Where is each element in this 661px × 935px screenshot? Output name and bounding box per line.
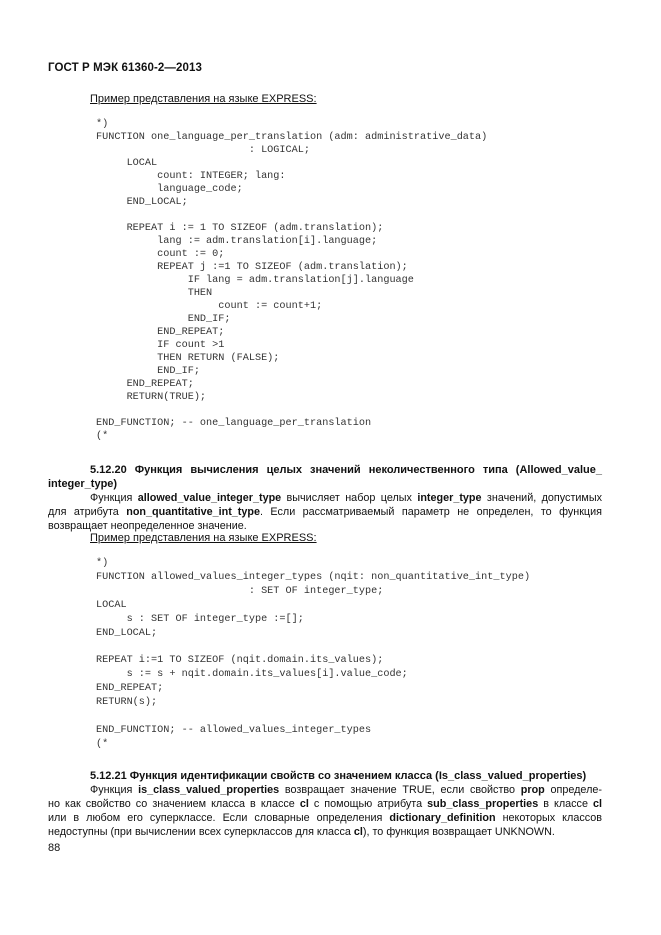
code-line: END_FUNCTION; -- one_language_per_translation [96,418,372,429]
section-5-12-20-paragraph-line1: Функция allowed_value_integer_type вычисляет набор целых integer_type значений, допустимых [90,492,603,504]
code-line: *) [96,558,109,569]
section-5-12-20-paragraph-line2: для атрибута non_quantitative_int_type. Если рассматриваемый параметр не определен, то функция [48,506,602,518]
code-line: (* [96,431,109,442]
code-line: FUNCTION allowed_values_integer_types (nqit: non_quantitative_int_type) [96,571,531,583]
section-title-5-12-21: 5.12.21 Функция идентификации свойств со значением класса (Is_class_valued_properties) [90,770,587,782]
code-line: END_REPEAT; [96,683,164,695]
code-line: : SET OF integer_type; [96,585,384,597]
code-line: count := 0; [96,249,225,260]
code-block-one-language-per-translation [96,118,487,443]
code-line: count: INTEGER; lang: [96,171,286,182]
code-line: END_IF; [96,366,200,377]
code-line: *) [96,119,109,130]
code-line: RETURN(s); [96,697,158,709]
page-number: 88 [48,842,61,854]
code-line: IF count >1 [96,340,225,351]
code-line: LOCAL [96,599,127,611]
code-line: s := s + nqit.domain.its_values[i].value_code; [96,669,408,681]
code-line: THEN [96,288,213,299]
code-line: REPEAT i := 1 TO SIZEOF (adm.translation); [96,223,384,234]
code-line: REPEAT i:=1 TO SIZEOF (nqit.domain.its_values); [96,655,384,667]
section-5-12-21-paragraph-line1: Функция is_class_valued_properties возвращает значение TRUE, если свойство prop определе- [90,784,602,796]
code-line: END_REPEAT; [96,327,225,338]
code-line: REPEAT j :=1 TO SIZEOF (adm.translation); [96,262,408,273]
code-line: END_IF; [96,314,231,325]
code-line: THEN RETURN (FALSE); [96,353,280,364]
code-line: RETURN(TRUE); [96,392,207,403]
section-5-12-20-paragraph-line3: возвращает неопределенное значение. [48,520,247,532]
section-title-5-12-20-line2: integer_type) [48,478,118,490]
code-line: IF lang = adm.translation[j].language [96,275,414,286]
example-label: Пример представления на языке EXPRESS: [90,532,317,544]
code-line: count := count+1; [96,301,323,312]
code-line: END_LOCAL; [96,197,188,208]
code-block-allowed-values-integer-types [96,557,530,752]
code-line: LOCAL [96,158,158,169]
section-5-12-21-paragraph-line2: но как свойство со значением класса в классе cl с помощью атрибута sub_class_properties в классе cl [48,798,602,810]
section-5-12-21-paragraph-line4: недоступны (при вычислении всех суперклассов для класса cl), то функция возвращает UNKNOWN. [48,826,555,838]
document-header: ГОСТ Р МЭК 61360-2—2013 [48,62,202,74]
code-line: s : SET OF integer_type :=[]; [96,613,304,625]
code-line: : LOGICAL; [96,145,310,156]
code-line: END_LOCAL; [96,627,158,639]
section-title-5-12-20-line1: 5.12.20 Функция вычисления целых значений неколичественного типа (Allowed_value_ [90,464,602,476]
code-line: END_FUNCTION; -- allowed_values_integer_types [96,724,372,736]
code-line: END_REPEAT; [96,379,194,390]
code-line: language_code; [96,184,243,195]
code-line: lang := adm.translation[i].language; [96,236,378,247]
code-line: (* [96,738,109,750]
code-line: FUNCTION one_language_per_translation (adm: administrative_data) [96,132,488,143]
section-5-12-21-paragraph-line3: или в любом его суперклассе. Если словарные определения dictionary_definition некоторых классов [48,812,602,824]
example-label: Пример представления на языке EXPRESS: [90,93,317,105]
